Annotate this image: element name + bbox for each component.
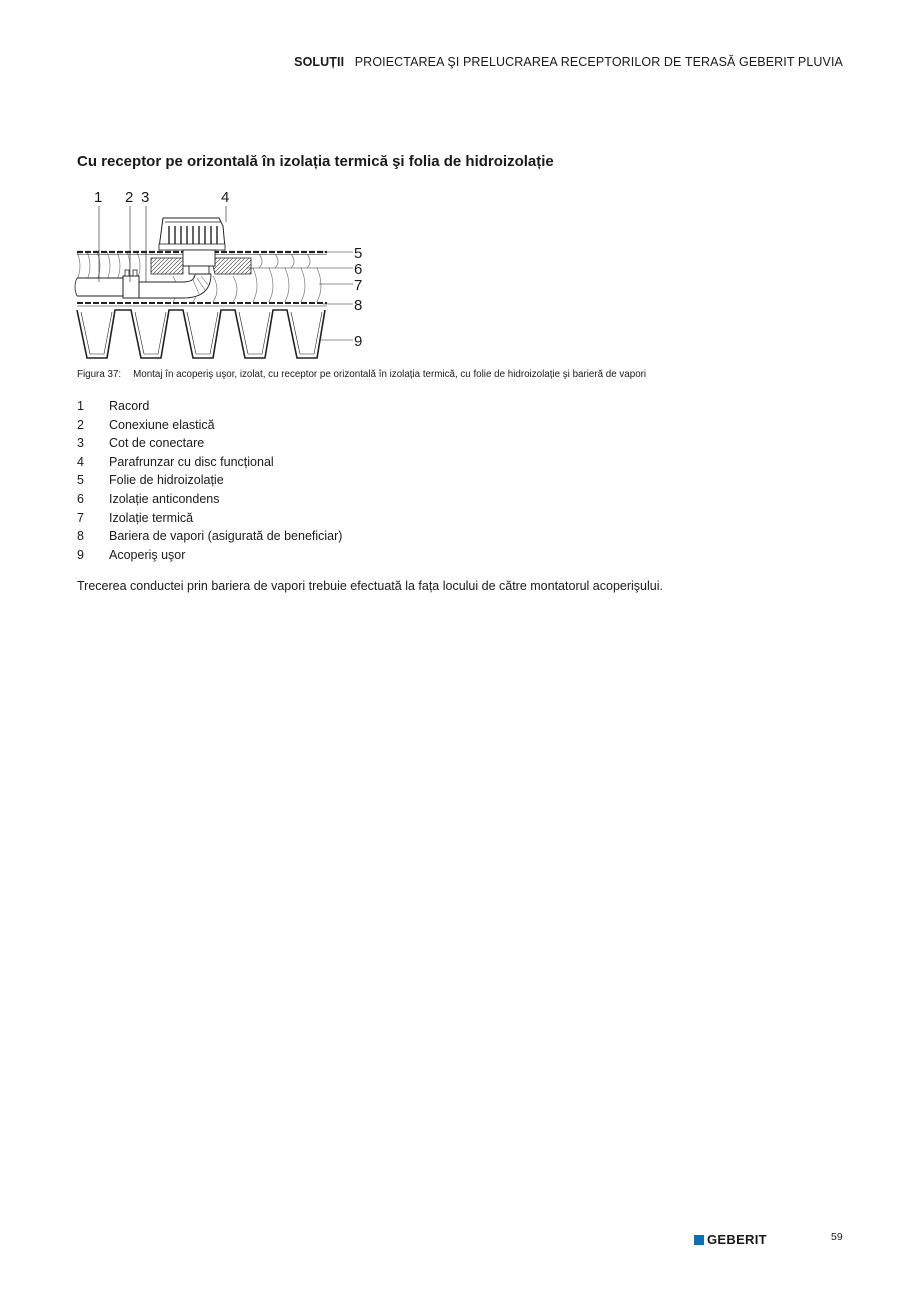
legend-number: 2 [77, 417, 84, 432]
list-item [77, 473, 342, 492]
installation-diagram [73, 186, 373, 362]
trapezoidal-roof-sheet [77, 310, 325, 358]
header-title: PROIECTAREA ŞI PRELUCRAREA RECEPTORILOR DE TERASĂ GEBERIT PLUVIA [354, 55, 843, 69]
page-number: 59 [831, 1231, 843, 1243]
logo-text: GEBERIT [707, 1232, 767, 1247]
figure-caption [77, 369, 646, 380]
logo-square-icon [694, 1235, 704, 1245]
leaf-guard [159, 218, 225, 250]
page-header [294, 55, 843, 69]
list-item [77, 418, 342, 437]
legend-text: Racord [109, 399, 150, 413]
legend-text: Acoperiş uşor [109, 547, 186, 562]
connection-elbow [139, 274, 211, 298]
legend-number: 4 [77, 454, 84, 469]
legend-text: Izolație termică [109, 510, 194, 525]
legend-text: Folie de hidroizolație [109, 473, 224, 488]
callout-5: 5 [354, 245, 363, 262]
legend-number: 5 [77, 473, 84, 488]
legend-text: Bariera de vapori (asigurată de beneficiar) [109, 529, 343, 544]
callout-4: 4 [221, 189, 230, 206]
drain-body [183, 250, 215, 274]
geberit-logo [694, 1232, 767, 1247]
caption-number: Figura 37: [77, 369, 122, 380]
elastic-connection [123, 270, 139, 298]
callout-3: 3 [141, 189, 150, 206]
legend-text: Parafrunzar cu disc funcțional [109, 454, 274, 469]
list-item [77, 529, 342, 548]
callout-8: 8 [354, 297, 363, 314]
list-item [77, 436, 342, 455]
legend-text: Cot de conectare [109, 436, 205, 451]
header-section: SOLUȚII [294, 55, 345, 69]
legend-number: 9 [77, 547, 84, 562]
callout-1: 1 [94, 189, 103, 206]
legend-number: 7 [77, 510, 84, 525]
legend-text: Conexiune elastică [109, 417, 215, 432]
callout-2: 2 [125, 189, 134, 206]
legend-number: 3 [77, 436, 84, 451]
list-item [77, 548, 342, 567]
legend-number: 6 [77, 491, 84, 506]
legend-text: Izolație anticondens [109, 491, 220, 506]
callout-7: 7 [354, 277, 363, 294]
callout-6: 6 [354, 261, 363, 278]
installation-note: Trecerea conductei prin bariera de vapori trebuie efectuată la fața locului de către montatorul acoperişului. [77, 579, 663, 593]
caption-text: Montaj în acoperiş uşor, izolat, cu receptor pe orizontală în izolația termică, cu folie de hidroizolație şi barieră de vapori [133, 369, 647, 380]
list-item [77, 399, 342, 418]
legend-list [77, 399, 342, 566]
list-item [77, 455, 342, 474]
list-item [77, 511, 342, 530]
legend-number: 1 [77, 399, 84, 413]
list-item [77, 492, 342, 511]
callout-9: 9 [354, 333, 363, 350]
section-heading: Cu receptor pe orizontală în izolația termică şi folia de hidroizolație [77, 153, 554, 170]
legend-number: 8 [77, 529, 84, 544]
vapour-barrier [77, 303, 327, 306]
